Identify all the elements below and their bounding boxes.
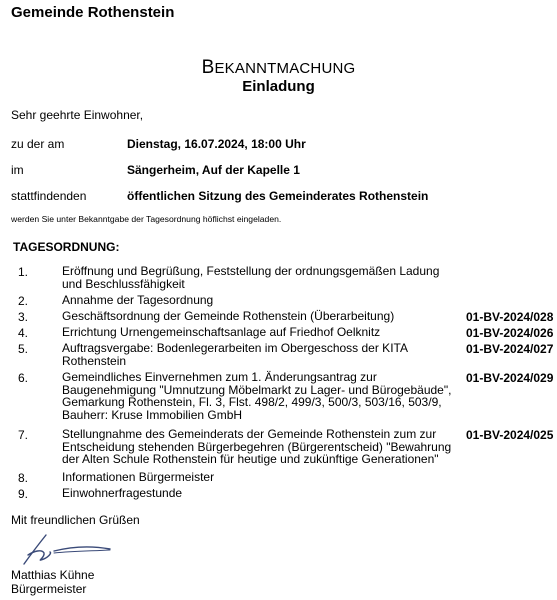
detail-label-date: zu der am (11, 137, 65, 151)
agenda-item-number: 3. (18, 310, 29, 324)
agenda-item-text: Einwohnerfragestunde (62, 486, 183, 500)
agenda-item-text: Auftragsvergabe: Bodenlegerarbeiten im Obergeschoss der KITA Rothenstein (62, 341, 408, 368)
agenda-item-text: Errichtung Urnengemeinschaftsanlage auf Friedhof Oelknitz (62, 325, 381, 339)
signature-image (18, 531, 113, 567)
agenda-item-number: 8. (18, 471, 29, 485)
detail-label-meeting: stattfindenden (11, 189, 87, 203)
detail-value-date: Dienstag, 16.07.2024, 18:00 Uhr (127, 137, 306, 151)
agenda-item-code: 01-BV-2024/026 (466, 326, 554, 340)
notice-subtitle: Einladung (242, 78, 315, 95)
agenda-item-number: 7. (18, 428, 29, 442)
detail-label-location: im (11, 163, 24, 177)
agenda-item-number: 6. (18, 371, 29, 385)
agenda-item-number: 2. (18, 294, 29, 308)
agenda-item-text: Annahme der Tagesordnung (62, 293, 214, 307)
notice-title-rest: EKANNTMACHUNG (214, 60, 356, 77)
agenda-item-code: 01-BV-2024/028 (466, 310, 554, 324)
agenda-item-code: 01-BV-2024/027 (466, 342, 554, 356)
municipality-header: Gemeinde Rothenstein (11, 4, 175, 21)
notice-title (0, 57, 557, 79)
agenda-item-text: Eröffnung und Begrüßung, Feststellung der ordnungsgemäßen Ladung und Beschlussfähigkeit (62, 264, 440, 291)
closing-text: Mit freundlichen Grüßen (11, 513, 140, 527)
agenda-item-number: 9. (18, 487, 29, 501)
detail-value-location: Sängerheim, Auf der Kapelle 1 (127, 163, 300, 177)
agenda-item-text: Informationen Bürgermeister (62, 470, 215, 484)
agenda-item-number: 5. (18, 342, 29, 356)
signer-name: Matthias Kühne (11, 568, 95, 582)
agenda-item-text: Stellungnahme des Gemeinderats der Gemeinde Rothenstein zum zur Entscheidung stehenden Bürgerbegehren (Bürgerentscheid) "Bewahrung der Alten Schule Rothenstein für heutige und zukünftige Generationen" (62, 427, 452, 466)
agenda-heading: TAGESORDNUNG: (13, 240, 120, 254)
agenda-item-number: 1. (18, 265, 29, 279)
greeting: Sehr geehrte Einwohner, (11, 108, 144, 122)
invite-text: werden Sie unter Bekanntgabe der Tagesordnung höflichst eingeladen. (11, 214, 282, 224)
agenda-item-text: Gemeindliches Einvernehmen zum 1. Änderungsantrag zur Baugenehmigung "Umnutzung Möbelmarkt zu Lager- und Bürogebäude", Gemarkung Rothenstein, Fl. 3, Flst. 498/2, 499/3, 500/3, 503/16, 503/9, Bauherr: Kruse Immobilien GmbH (62, 370, 452, 422)
agenda-item-text: Geschäftsordnung der Gemeinde Rothenstein (Überarbeitung) (62, 309, 395, 323)
agenda-item-number: 4. (18, 326, 29, 340)
detail-value-meeting: öffentlichen Sitzung des Gemeinderates Rothenstein (127, 189, 429, 203)
agenda-item-code: 01-BV-2024/025 (466, 428, 554, 442)
signer-role: Bürgermeister (11, 582, 87, 596)
agenda-item-code: 01-BV-2024/029 (466, 371, 554, 385)
notice-title-initial: B (201, 57, 215, 78)
